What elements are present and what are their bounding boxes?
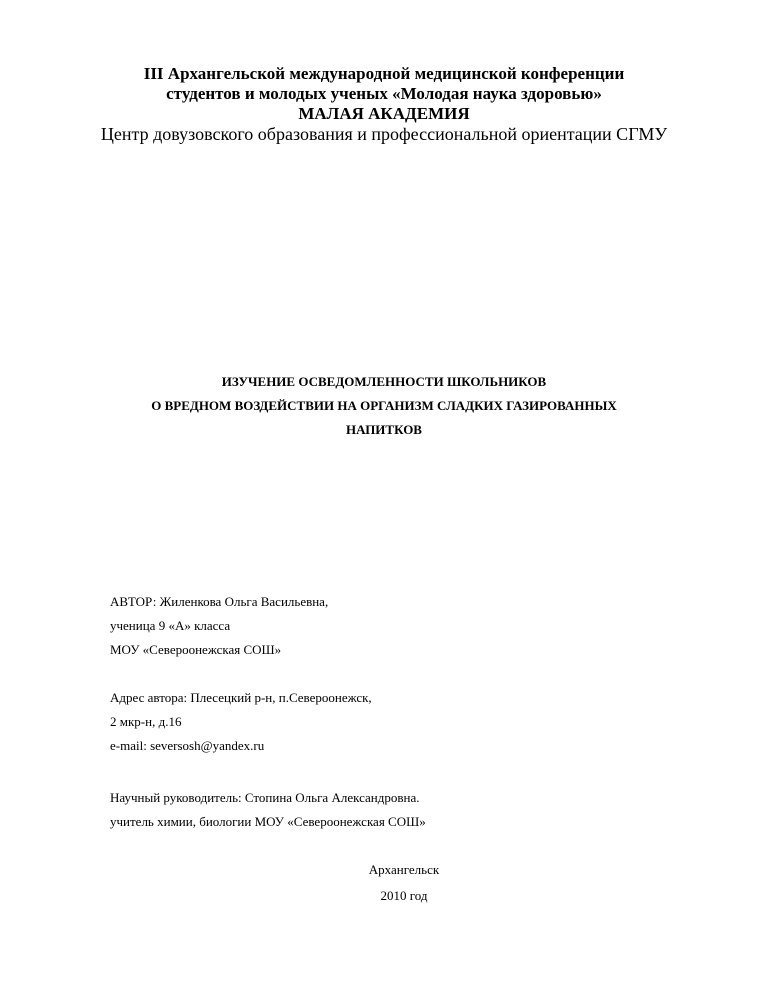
address-line-1: Адрес автора: Плесецкий р-н, п.Североонежск, (110, 690, 372, 705)
author-grade: ученица 9 «А» класса (110, 618, 231, 633)
academy-name: МАЛАЯ АКАДЕМИЯ (298, 104, 470, 123)
conference-header (0, 64, 768, 145)
supervisor-name: Научный руководитель: Стопина Ольга Александровна. (110, 790, 420, 805)
supervisor-position: учитель химии, биологии МОУ «Североонежская СОШ» (110, 814, 426, 829)
footer-year: 2010 год (380, 888, 428, 903)
paper-title (0, 370, 768, 442)
conference-title-line-2: студентов и молодых ученых «Молодая наука здоровью» (166, 84, 602, 103)
paper-title-line-3: НАПИТКОВ (346, 422, 422, 437)
author-school: МОУ «Североонежская СОШ» (110, 642, 282, 657)
address-line-2: 2 мкр-н, д.16 (110, 714, 182, 729)
paper-title-line-2: О ВРЕДНОМ ВОЗДЕЙСТВИИ НА ОРГАНИЗМ СЛАДКИХ ГАЗИРОВАННЫХ (151, 398, 617, 413)
footer-city: Архангельск (368, 862, 440, 877)
center-name: Центр довузовского образования и профессиональной ориентации СГМУ (100, 124, 668, 144)
conference-title-line-1: III Архангельской международной медицинской конференции (143, 64, 625, 83)
author-email: e-mail: seversosh@yandex.ru (110, 738, 265, 753)
supervisor-info (110, 786, 670, 834)
paper-title-line-1: ИЗУЧЕНИЕ ОСВЕДОМЛЕННОСТИ ШКОЛЬНИКОВ (221, 374, 547, 389)
document-footer (0, 857, 768, 909)
author-info (110, 590, 670, 662)
author-address (110, 686, 670, 758)
author-name: АВТОР: Жиленкова Ольга Васильевна, (110, 594, 329, 609)
